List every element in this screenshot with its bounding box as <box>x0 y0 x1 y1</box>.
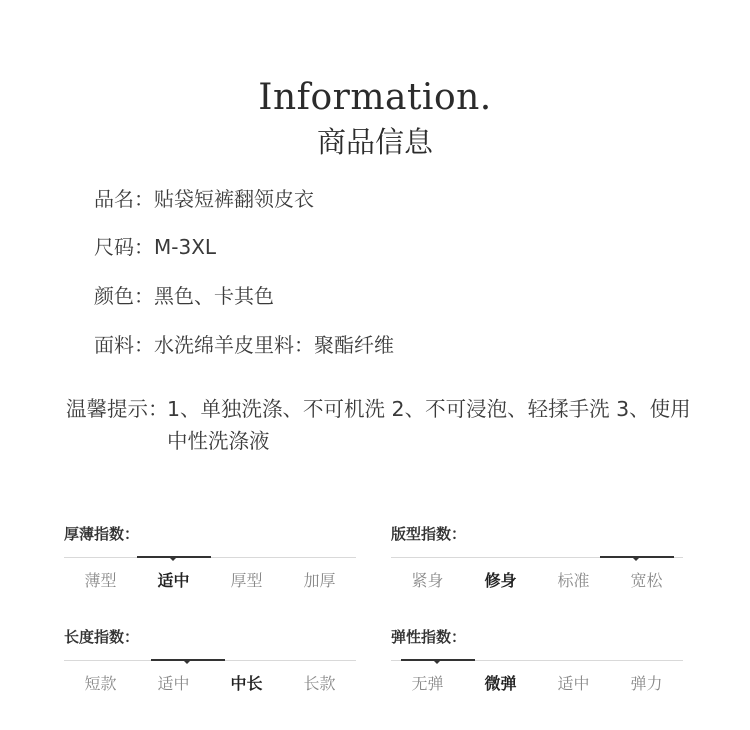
scale-option: 适中 <box>557 674 590 693</box>
info-value: 水洗绵羊皮里料：聚酯纤维 <box>154 333 394 357</box>
info-row-color <box>94 281 274 311</box>
indicator-notch-icon <box>434 661 440 664</box>
scale-option: 加厚 <box>303 571 336 590</box>
scale-option: 无弹 <box>411 674 444 693</box>
info-label: 品名： <box>94 187 154 211</box>
info-row-size <box>94 232 216 262</box>
scale-option: 中长 <box>230 674 263 693</box>
scale-option: 修身 <box>484 571 517 590</box>
indicator-notch-icon <box>633 558 639 561</box>
indicator-notch-icon <box>170 558 176 561</box>
info-label: 颜色： <box>94 284 154 308</box>
scale-option: 适中 <box>157 674 190 693</box>
scale-option: 宽松 <box>630 571 663 590</box>
scale-indicator <box>137 556 211 558</box>
care-label: 温馨提示： <box>66 397 169 421</box>
scale-title: 长度指数： <box>64 628 140 646</box>
scale-indicator <box>600 556 674 558</box>
scale-option: 厚型 <box>230 571 263 590</box>
info-row-name <box>94 184 314 214</box>
scale-elasticity <box>391 626 683 706</box>
info-label: 尺码： <box>94 235 154 259</box>
scale-option: 紧身 <box>411 571 444 590</box>
info-value: M-3XL <box>154 235 217 259</box>
scale-indicator <box>401 659 475 661</box>
heading-cn: 商品信息 <box>316 125 433 159</box>
indicator-notch-icon <box>184 661 190 664</box>
care-text: 1、单独洗涤、不可机洗 2、不可浸泡、轻揉手洗 3、使用中性洗涤液 <box>167 397 691 453</box>
scale-title: 厚薄指数： <box>64 525 140 543</box>
scale-option: 弹力 <box>630 674 663 693</box>
scale-option: 薄型 <box>84 571 117 590</box>
scale-fit <box>391 523 683 603</box>
scale-thickness <box>64 523 356 603</box>
info-value: 黑色、卡其色 <box>154 284 274 308</box>
scale-indicator <box>151 659 225 661</box>
scale-option: 微弹 <box>484 674 517 693</box>
scale-title: 版型指数： <box>391 525 467 543</box>
info-row-fabric <box>94 330 394 360</box>
scale-option: 短款 <box>84 674 117 693</box>
info-value: 贴袋短裤翻领皮衣 <box>154 187 314 211</box>
scale-title: 弹性指数： <box>391 628 467 646</box>
scale-option: 标准 <box>557 571 590 590</box>
info-label: 面料： <box>94 333 154 357</box>
heading-en: Information. <box>258 77 492 118</box>
scale-length <box>64 626 356 706</box>
scale-option: 长款 <box>303 674 336 693</box>
scale-option: 适中 <box>157 571 190 590</box>
